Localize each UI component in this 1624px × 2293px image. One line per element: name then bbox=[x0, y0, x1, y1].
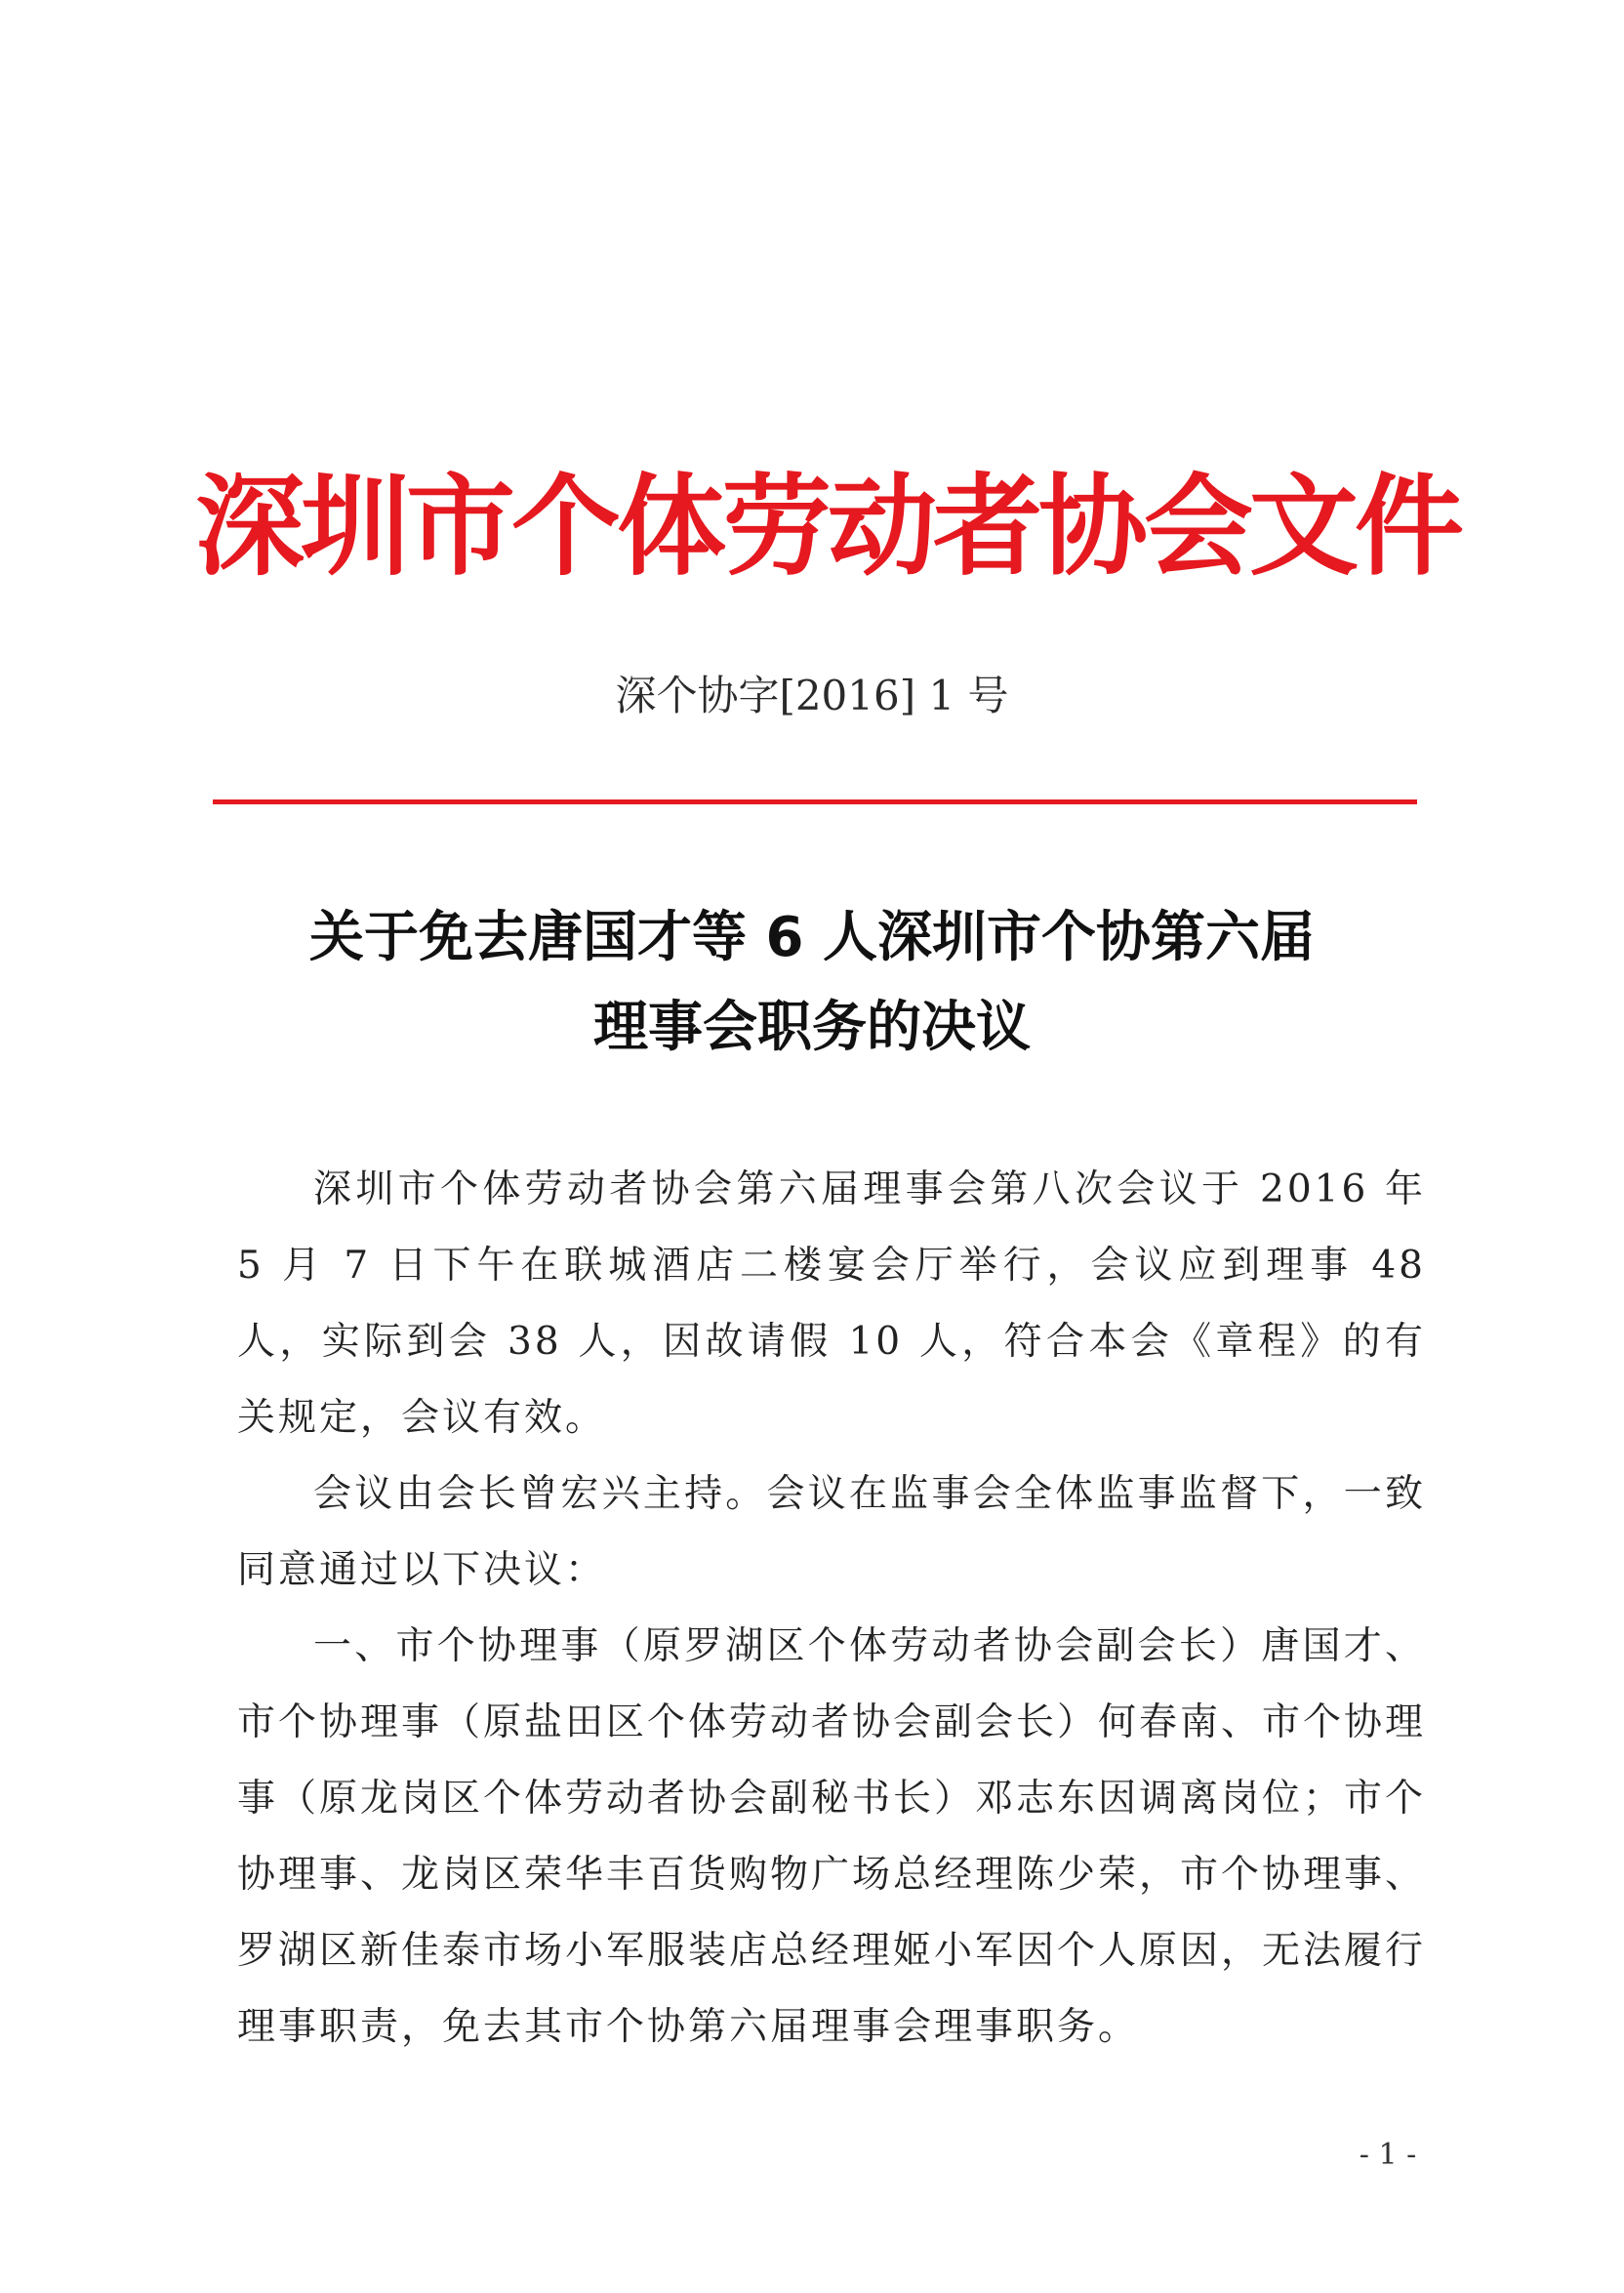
title-line-2: 理事会职务的决议 bbox=[593, 996, 1031, 1059]
document-body bbox=[237, 1152, 1426, 2066]
red-divider-line bbox=[213, 799, 1417, 804]
body-paragraph-meeting-info: 深圳市个体劳动者协会第六届理事会第八次会议于 2016 年 5 月 7 日下午在联城酒店二楼宴会厅举行，会议应到理事 48 人，实际到会 38 人，因故请假 10 人，符合本会《章程》的有关规定，会议有效。 bbox=[237, 1167, 1426, 1440]
body-paragraph-resolution-item-1: 一、市个协理事（原罗湖区个体劳动者协会副会长）唐国才、市个协理事（原盐田区个体劳动者协会副会长）何春南、市个协理事（原龙岗区个体劳动者协会副秘书长）邓志东因调离岗位；市个协理事、龙岗区荣华丰百货购物广场总经理陈少荣，市个协理事、罗湖区新佳泰市场小军服装店总经理姬小军因个人原因，无法履行理事职责，免去其市个协第六届理事会理事职务。 bbox=[237, 1624, 1427, 2049]
organization-masthead-title: 深圳市个体劳动者协会文件 bbox=[195, 463, 1460, 591]
document-number: 深个协字[2016] 1 号 bbox=[615, 672, 1009, 719]
page-number: - 1 - bbox=[1359, 2138, 1417, 2172]
body-paragraph-resolution-intro: 会议由会长曾宏兴主持。会议在监事会全体监事监督下，一致同意通过以下决议： bbox=[237, 1472, 1426, 1592]
document-title bbox=[195, 893, 1429, 1073]
title-line-1: 关于免去唐国才等 6 人深圳市个协第六届 bbox=[309, 906, 1315, 969]
